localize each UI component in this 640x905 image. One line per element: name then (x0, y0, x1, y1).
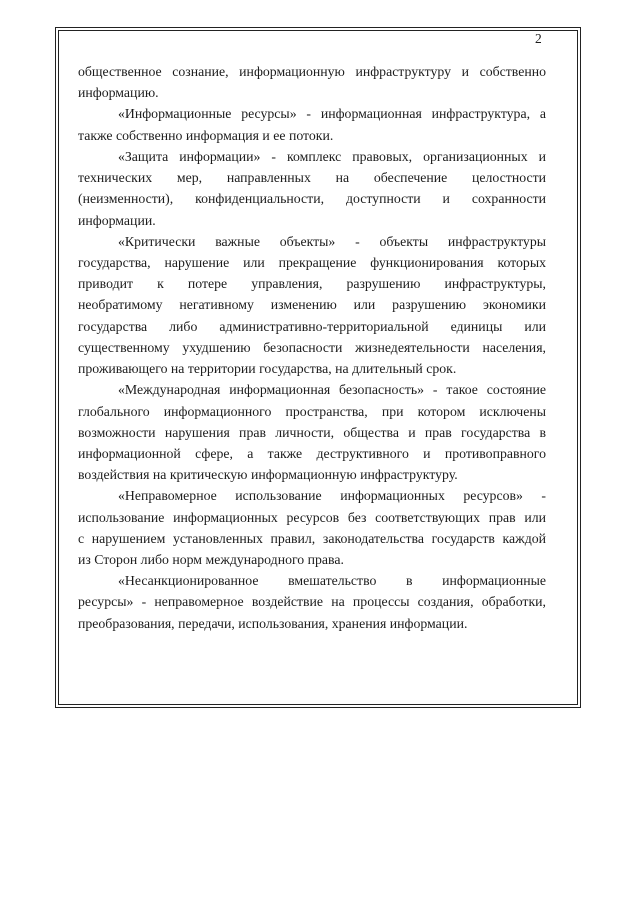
text-line: с нарушением установленных правил, законодательства государств каждой (78, 530, 546, 546)
text-line: информацию. (78, 85, 159, 101)
text-line: «Информационные ресурсы» - информационная инфраструктура, а (118, 106, 546, 122)
text-line: преобразования, передачи, использования, хранения информации. (78, 615, 468, 631)
text-line: ресурсы» - неправомерное воздействие на процессы создания, обработки, (78, 594, 546, 610)
document-body (78, 61, 546, 634)
text-line: общественное сознание, информационную инфраструктуру и собственно (78, 64, 546, 79)
definition-paragraph-information-protection (78, 146, 546, 231)
text-line: «Критически важные объекты» - объекты инфраструктуры (118, 233, 546, 249)
text-line: «Несанкционированное вмешательство в информационные (118, 573, 546, 589)
text-line: «Международная информационная безопасность» - такое состояние (118, 382, 546, 398)
text-line: использование информационных ресурсов без соответствующих прав или (78, 509, 546, 525)
text-line: информационной сфере, а также деструктивного и противоправного (78, 445, 546, 461)
definition-paragraph-unlawful-use (78, 485, 546, 570)
text-line: глобального информационного пространства, при котором исключены (78, 403, 546, 419)
definition-paragraph-information-resources (78, 103, 546, 145)
text-line: технических мер, направленных на обеспечение целостности (78, 170, 546, 186)
text-line: (неизменности), конфиденциальности, доступности и сохранности (78, 191, 546, 207)
text-line: из Сторон либо норм международного права. (78, 552, 344, 568)
text-line: возможности нарушения прав личности, общества и прав государства в (78, 424, 546, 440)
text-line: необратимому негативному изменению или разрушению экономики (78, 297, 546, 313)
page-number: 2 (535, 31, 542, 46)
text-line: государства либо административно-территориальной единицы или (78, 318, 546, 334)
text-line: государства, нарушение или прекращение функционирования которых (78, 254, 546, 270)
text-line: информации. (78, 212, 156, 228)
text-line: проживающего на территории государства, на длительный срок. (78, 361, 457, 377)
text-line: также собственно информация и ее потоки. (78, 127, 334, 143)
text-line: существенному ухудшению безопасности жизнедеятельности населения, (78, 339, 546, 355)
text-line: «Защита информации» - комплекс правовых, организационных и (118, 148, 546, 164)
definition-paragraph-international-security (78, 379, 546, 485)
definition-paragraph-critical-objects (78, 231, 546, 380)
text-line: воздействия на критическую информационную инфраструктуру. (78, 467, 458, 483)
continuation-paragraph (78, 61, 546, 103)
text-line: «Неправомерное использование информационных ресурсов» - (118, 488, 546, 504)
definition-paragraph-unauthorized-interference (78, 570, 546, 634)
text-line: приводит к потере управления, разрушению инфраструктуры, (78, 276, 546, 292)
